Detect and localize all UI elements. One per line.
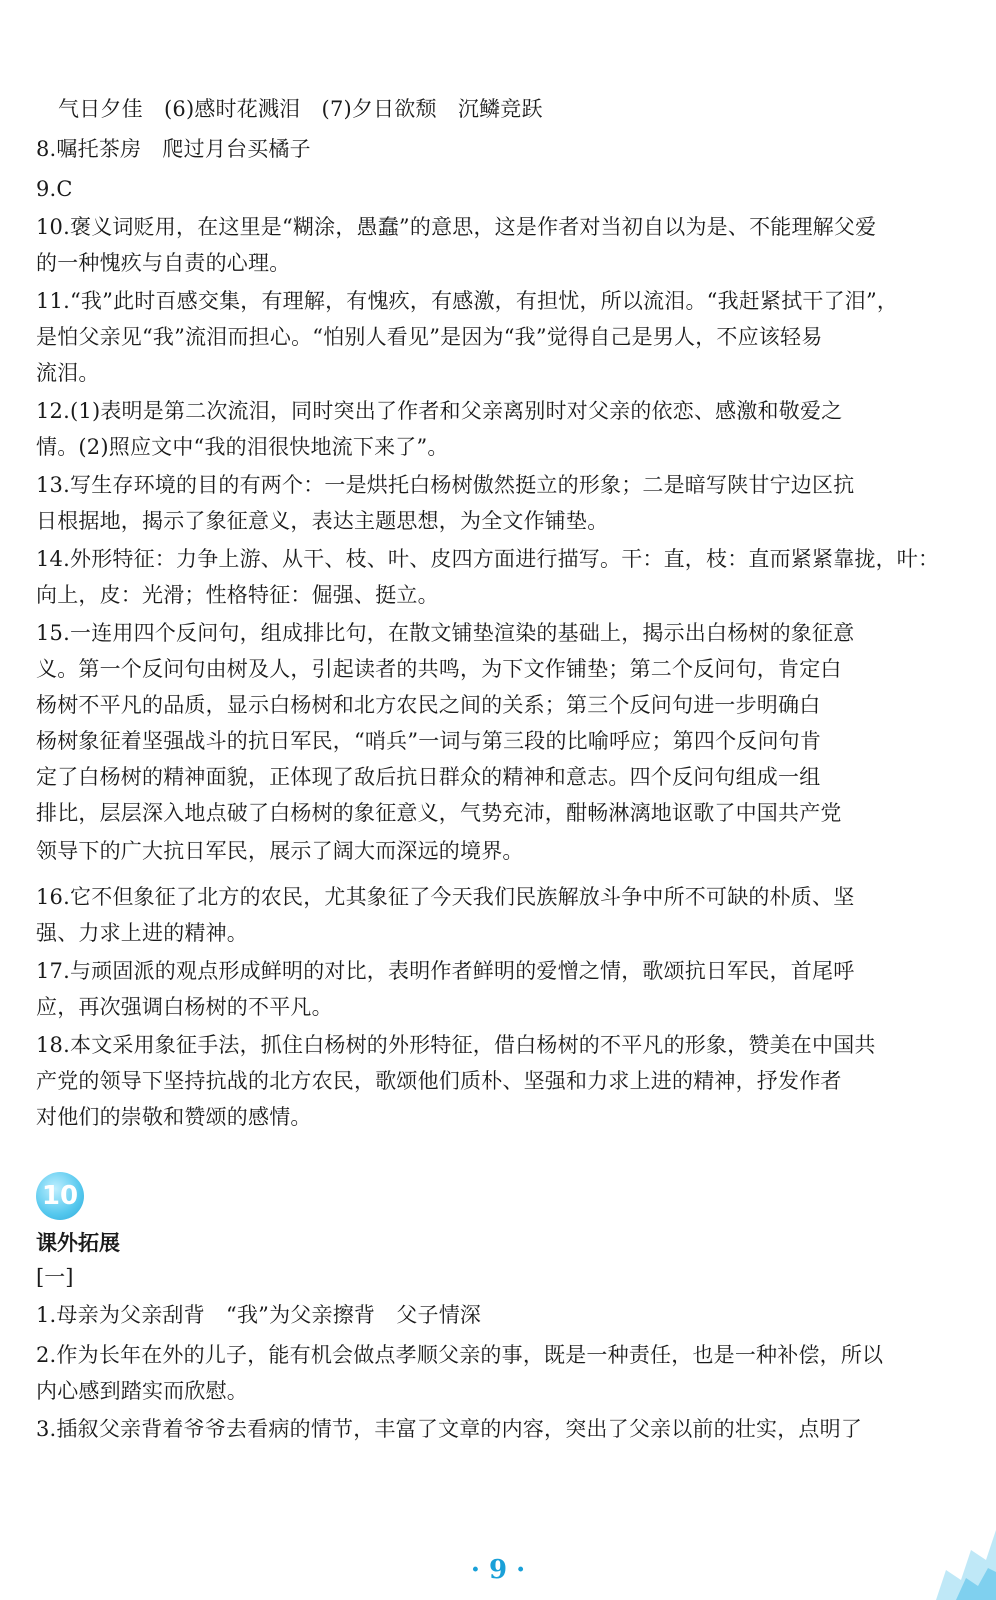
subsection-label: [一] — [36, 1265, 74, 1289]
answer-line: 是怕父亲见“我”流泪而担心。“怕别人看见”是因为“我”觉得自己是男人，不应该轻易 — [36, 325, 823, 349]
answer-line: 强、力求上进的精神。 — [36, 921, 248, 945]
answer-line: 15.一连用四个反问句，组成排比句，在散文铺垫渲染的基础上，揭示出白杨树的象征意 — [36, 621, 855, 645]
page-number: · 9 · — [470, 1555, 526, 1585]
answer-line: 义。第一个反问句由树及人，引起读者的共鸣，为下文作铺垫；第二个反问句，肯定白 — [36, 657, 842, 681]
answer-line: 3.插叙父亲背着爷爷去看病的情节，丰富了文章的内容，突出了父亲以前的壮实，点明了 — [36, 1417, 863, 1441]
answer-line: 内心感到踏实而欣慰。 — [36, 1379, 248, 1403]
answer-line: 杨树不平凡的品质，显示白杨树和北方农民之间的关系；第三个反问句进一步明确白 — [36, 693, 821, 717]
answer-line: 1.母亲为父亲刮背 “我”为父亲擦背 父子情深 — [36, 1303, 482, 1327]
answer-line: 杨树象征着坚强战斗的抗日军民，“哨兵”一词与第三段的比喻呼应；第四个反问句肯 — [36, 729, 822, 753]
answer-line: 排比，层层深入地点破了白杨树的象征意义，气势充沛，酣畅淋漓地讴歌了中国共产党 — [36, 801, 842, 825]
answer-line: 9.C — [36, 177, 73, 201]
answer-line: 日根据地，揭示了象征意义，表达主题思想，为全文作铺垫。 — [36, 509, 609, 533]
answer-line: 2.作为长年在外的儿子，能有机会做点孝顺父亲的事，既是一种责任，也是一种补偿，所以 — [36, 1343, 884, 1367]
section-number-badge: 10 — [36, 1172, 84, 1220]
answer-line: 17.与顽固派的观点形成鲜明的对比，表明作者鲜明的爱憎之情，歌颂抗日军民，首尾呼 — [36, 959, 855, 983]
answer-line: 14.外形特征：力争上游、从干、枝、叶、皮四方面进行描写。干：直，枝：直而紧紧靠拢，叶： — [36, 547, 940, 571]
answer-line: 16.它不但象征了北方的农民，尤其象征了今天我们民族解放斗争中所不可缺的朴质、坚 — [36, 885, 855, 909]
answer-line: 10.褒义词贬用，在这里是“糊涂，愚蠢”的意思，这是作者对当初自以为是、不能理解父爱 — [36, 215, 877, 239]
answer-line: 情。(2)照应文中“我的泪很快地流下来了”。 — [36, 435, 449, 459]
answer-line: 领导下的广大抗日军民，展示了阔大而深远的境界。 — [36, 839, 524, 863]
answer-line: 产党的领导下坚持抗战的北方农民，歌颂他们质朴、坚强和力求上进的精神，抒发作者 — [36, 1069, 842, 1093]
section-heading: 课外拓展 — [36, 1231, 120, 1255]
answer-line: 13.写生存环境的目的有两个：一是烘托白杨树傲然挺立的形象；二是暗写陕甘宁边区抗 — [36, 473, 855, 497]
answer-line: 对他们的崇敬和赞颂的感情。 — [36, 1105, 312, 1129]
answer-line: 应，再次强调白杨树的不平凡。 — [36, 995, 333, 1019]
answer-line: 11.“我”此时百感交集，有理解，有愧疚，有感激，有担忧，所以流泪。“我赶紧拭干了泪”， — [36, 289, 899, 313]
answer-line: 气日夕佳 (6)感时花溅泪 (7)夕日欲颓 沉鳞竞跃 — [58, 97, 543, 121]
answer-line: 向上，皮：光滑；性格特征：倔强、挺立。 — [36, 583, 439, 607]
answer-line: 12.(1)表明是第二次流泪，同时突出了作者和父亲离别时对父亲的依恋、感激和敬爱之 — [36, 399, 843, 423]
answer-line: 流泪。 — [36, 361, 100, 385]
answer-line: 18.本文采用象征手法，抓住白杨树的外形特征，借白杨树的不平凡的形象，赞美在中国共 — [36, 1033, 876, 1057]
answer-line: 8.嘱托茶房 爬过月台买橘子 — [36, 137, 311, 161]
answer-line: 定了白杨树的精神面貌，正体现了敌后抗日群众的精神和意志。四个反问句组成一组 — [36, 765, 821, 789]
corner-decoration — [916, 1460, 996, 1600]
answer-line: 的一种愧疚与自责的心理。 — [36, 251, 291, 275]
